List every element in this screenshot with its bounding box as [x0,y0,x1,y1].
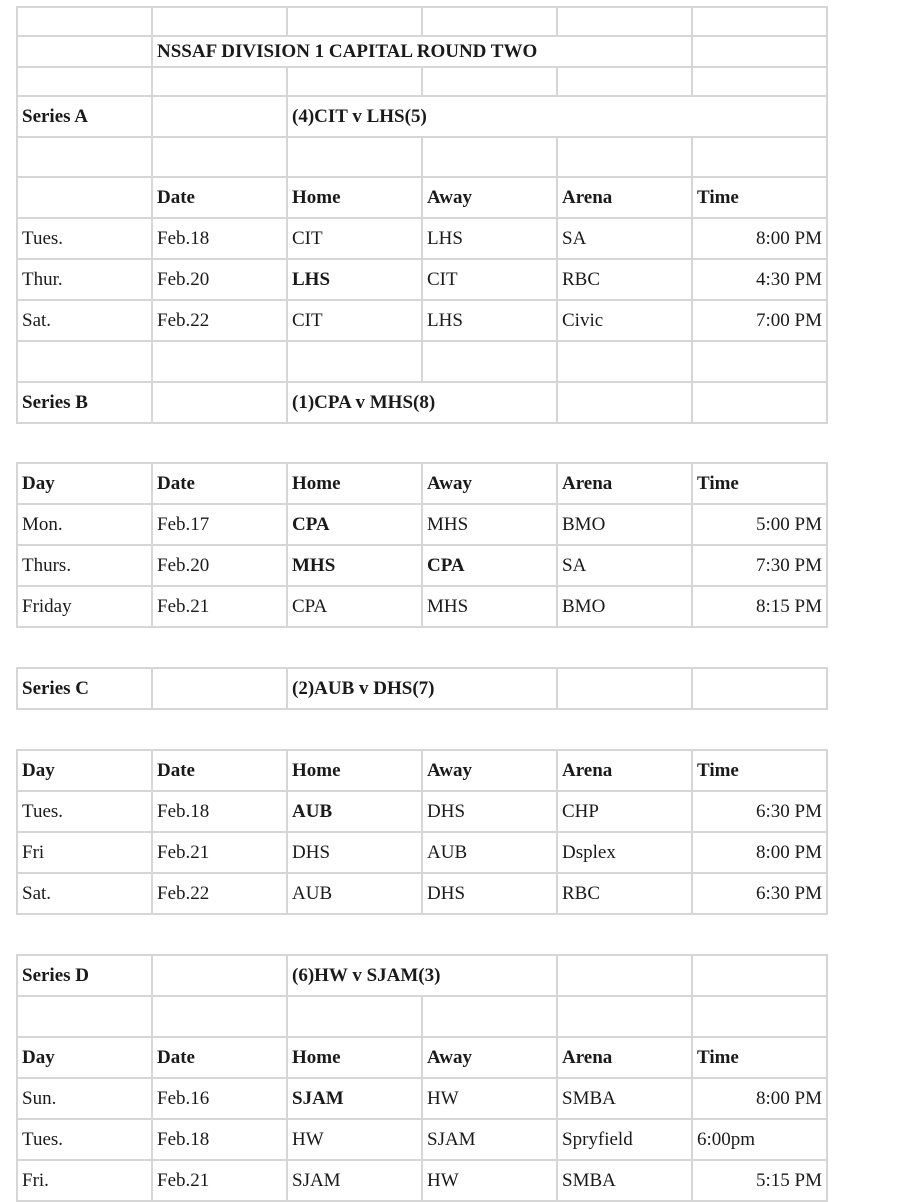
game-day: Fri [17,832,152,873]
empty-row [17,996,827,1037]
header-away: Away [422,1037,557,1078]
game-day: Thurs. [17,545,152,586]
series-label: Series A [17,96,152,137]
game-day: Tues. [17,218,152,259]
series-matchup: (2)AUB v DHS(7) [287,668,557,709]
game-home: AUB [287,873,422,914]
header-home: Home [287,463,422,504]
header-date: Date [152,1037,287,1078]
game-home: HW [287,1119,422,1160]
game-away: SJAM [422,1119,557,1160]
game-arena: Civic [557,300,692,341]
table-row [17,1119,827,1160]
header-away: Away [422,463,557,504]
game-home: CPA [287,586,422,627]
game-arena: Dsplex [557,832,692,873]
game-day: Sat. [17,873,152,914]
game-home: MHS [287,545,422,586]
header-arena: Arena [557,177,692,218]
header-arena: Arena [557,463,692,504]
table-row [17,218,827,259]
game-arena: BMO [557,504,692,545]
game-home: DHS [287,832,422,873]
series-matchup: (6)HW v SJAM(3) [287,955,557,996]
game-time: 8:00 PM [692,832,827,873]
game-away: MHS [422,504,557,545]
series-matchup: (1)CPA v MHS(8) [287,382,557,423]
header-time: Time [692,463,827,504]
series-c-header-table [16,667,828,710]
game-home: LHS [287,259,422,300]
game-away: CPA [422,545,557,586]
table-row [17,791,827,832]
series-b-table [16,462,828,628]
game-away: DHS [422,791,557,832]
game-date: Feb.18 [152,791,287,832]
game-day: Mon. [17,504,152,545]
empty-row [17,137,827,177]
game-date: Feb.17 [152,504,287,545]
game-day: Fri. [17,1160,152,1201]
empty-row [17,67,827,96]
table-row [17,1160,827,1201]
game-arena: SA [557,545,692,586]
game-arena: RBC [557,259,692,300]
game-day: Friday [17,586,152,627]
game-time: 8:15 PM [692,586,827,627]
game-date: Feb.22 [152,300,287,341]
header-day: Day [17,463,152,504]
header-date: Date [152,177,287,218]
game-away: HW [422,1160,557,1201]
game-day: Sat. [17,300,152,341]
game-time: 8:00 PM [692,1078,827,1119]
series-c-table [16,749,828,915]
game-arena: SA [557,218,692,259]
game-away: LHS [422,218,557,259]
game-home: AUB [287,791,422,832]
series-a-table [16,6,828,424]
series-d-table [16,954,828,1202]
header-time: Time [692,177,827,218]
table-row [17,832,827,873]
game-date: Feb.20 [152,259,287,300]
header-time: Time [692,750,827,791]
header-day: Day [17,750,152,791]
title-row [17,36,827,67]
game-time: 6:00pm [692,1119,827,1160]
column-header-row [17,750,827,791]
series-header-row [17,668,827,709]
header-arena: Arena [557,1037,692,1078]
game-time: 7:30 PM [692,545,827,586]
game-time: 7:00 PM [692,300,827,341]
game-arena: SMBA [557,1160,692,1201]
game-date: Feb.22 [152,873,287,914]
game-date: Feb.21 [152,1160,287,1201]
header-day: Day [17,1037,152,1078]
table-row [17,259,827,300]
game-away: DHS [422,873,557,914]
series-label: Series D [17,955,152,996]
game-away: AUB [422,832,557,873]
table-row [17,1078,827,1119]
table-row [17,504,827,545]
game-away: MHS [422,586,557,627]
game-home: SJAM [287,1078,422,1119]
game-time: 5:00 PM [692,504,827,545]
header-time: Time [692,1037,827,1078]
game-time: 4:30 PM [692,259,827,300]
header-arena: Arena [557,750,692,791]
header-away: Away [422,750,557,791]
game-time: 8:00 PM [692,218,827,259]
game-home: CPA [287,504,422,545]
page-title: NSSAF DIVISION 1 CAPITAL ROUND TWO [152,36,692,67]
game-date: Feb.20 [152,545,287,586]
empty-row [17,7,827,36]
game-home: SJAM [287,1160,422,1201]
table-row [17,545,827,586]
game-date: Feb.18 [152,1119,287,1160]
game-date: Feb.16 [152,1078,287,1119]
game-arena: RBC [557,873,692,914]
table-row [17,586,827,627]
game-day: Sun. [17,1078,152,1119]
game-home: CIT [287,218,422,259]
game-time: 6:30 PM [692,873,827,914]
series-label: Series C [17,668,152,709]
header-date: Date [152,463,287,504]
game-away: LHS [422,300,557,341]
game-date: Feb.18 [152,218,287,259]
game-away: HW [422,1078,557,1119]
game-time: 5:15 PM [692,1160,827,1201]
column-header-row [17,1037,827,1078]
series-header-row [17,382,827,423]
table-row [17,300,827,341]
column-header-row [17,463,827,504]
table-row [17,873,827,914]
header-date: Date [152,750,287,791]
game-time: 6:30 PM [692,791,827,832]
header-home: Home [287,177,422,218]
game-arena: CHP [557,791,692,832]
game-arena: SMBA [557,1078,692,1119]
game-arena: Spryfield [557,1119,692,1160]
empty-row [17,341,827,382]
game-day: Tues. [17,791,152,832]
game-away: CIT [422,259,557,300]
header-home: Home [287,1037,422,1078]
column-header-row [17,177,827,218]
header-away: Away [422,177,557,218]
game-date: Feb.21 [152,832,287,873]
series-header-row [17,96,827,137]
header-home: Home [287,750,422,791]
series-label: Series B [17,382,152,423]
game-day: Thur. [17,259,152,300]
series-matchup: (4)CIT v LHS(5) [287,96,827,137]
game-home: CIT [287,300,422,341]
game-day: Tues. [17,1119,152,1160]
game-arena: BMO [557,586,692,627]
series-header-row [17,955,827,996]
game-date: Feb.21 [152,586,287,627]
